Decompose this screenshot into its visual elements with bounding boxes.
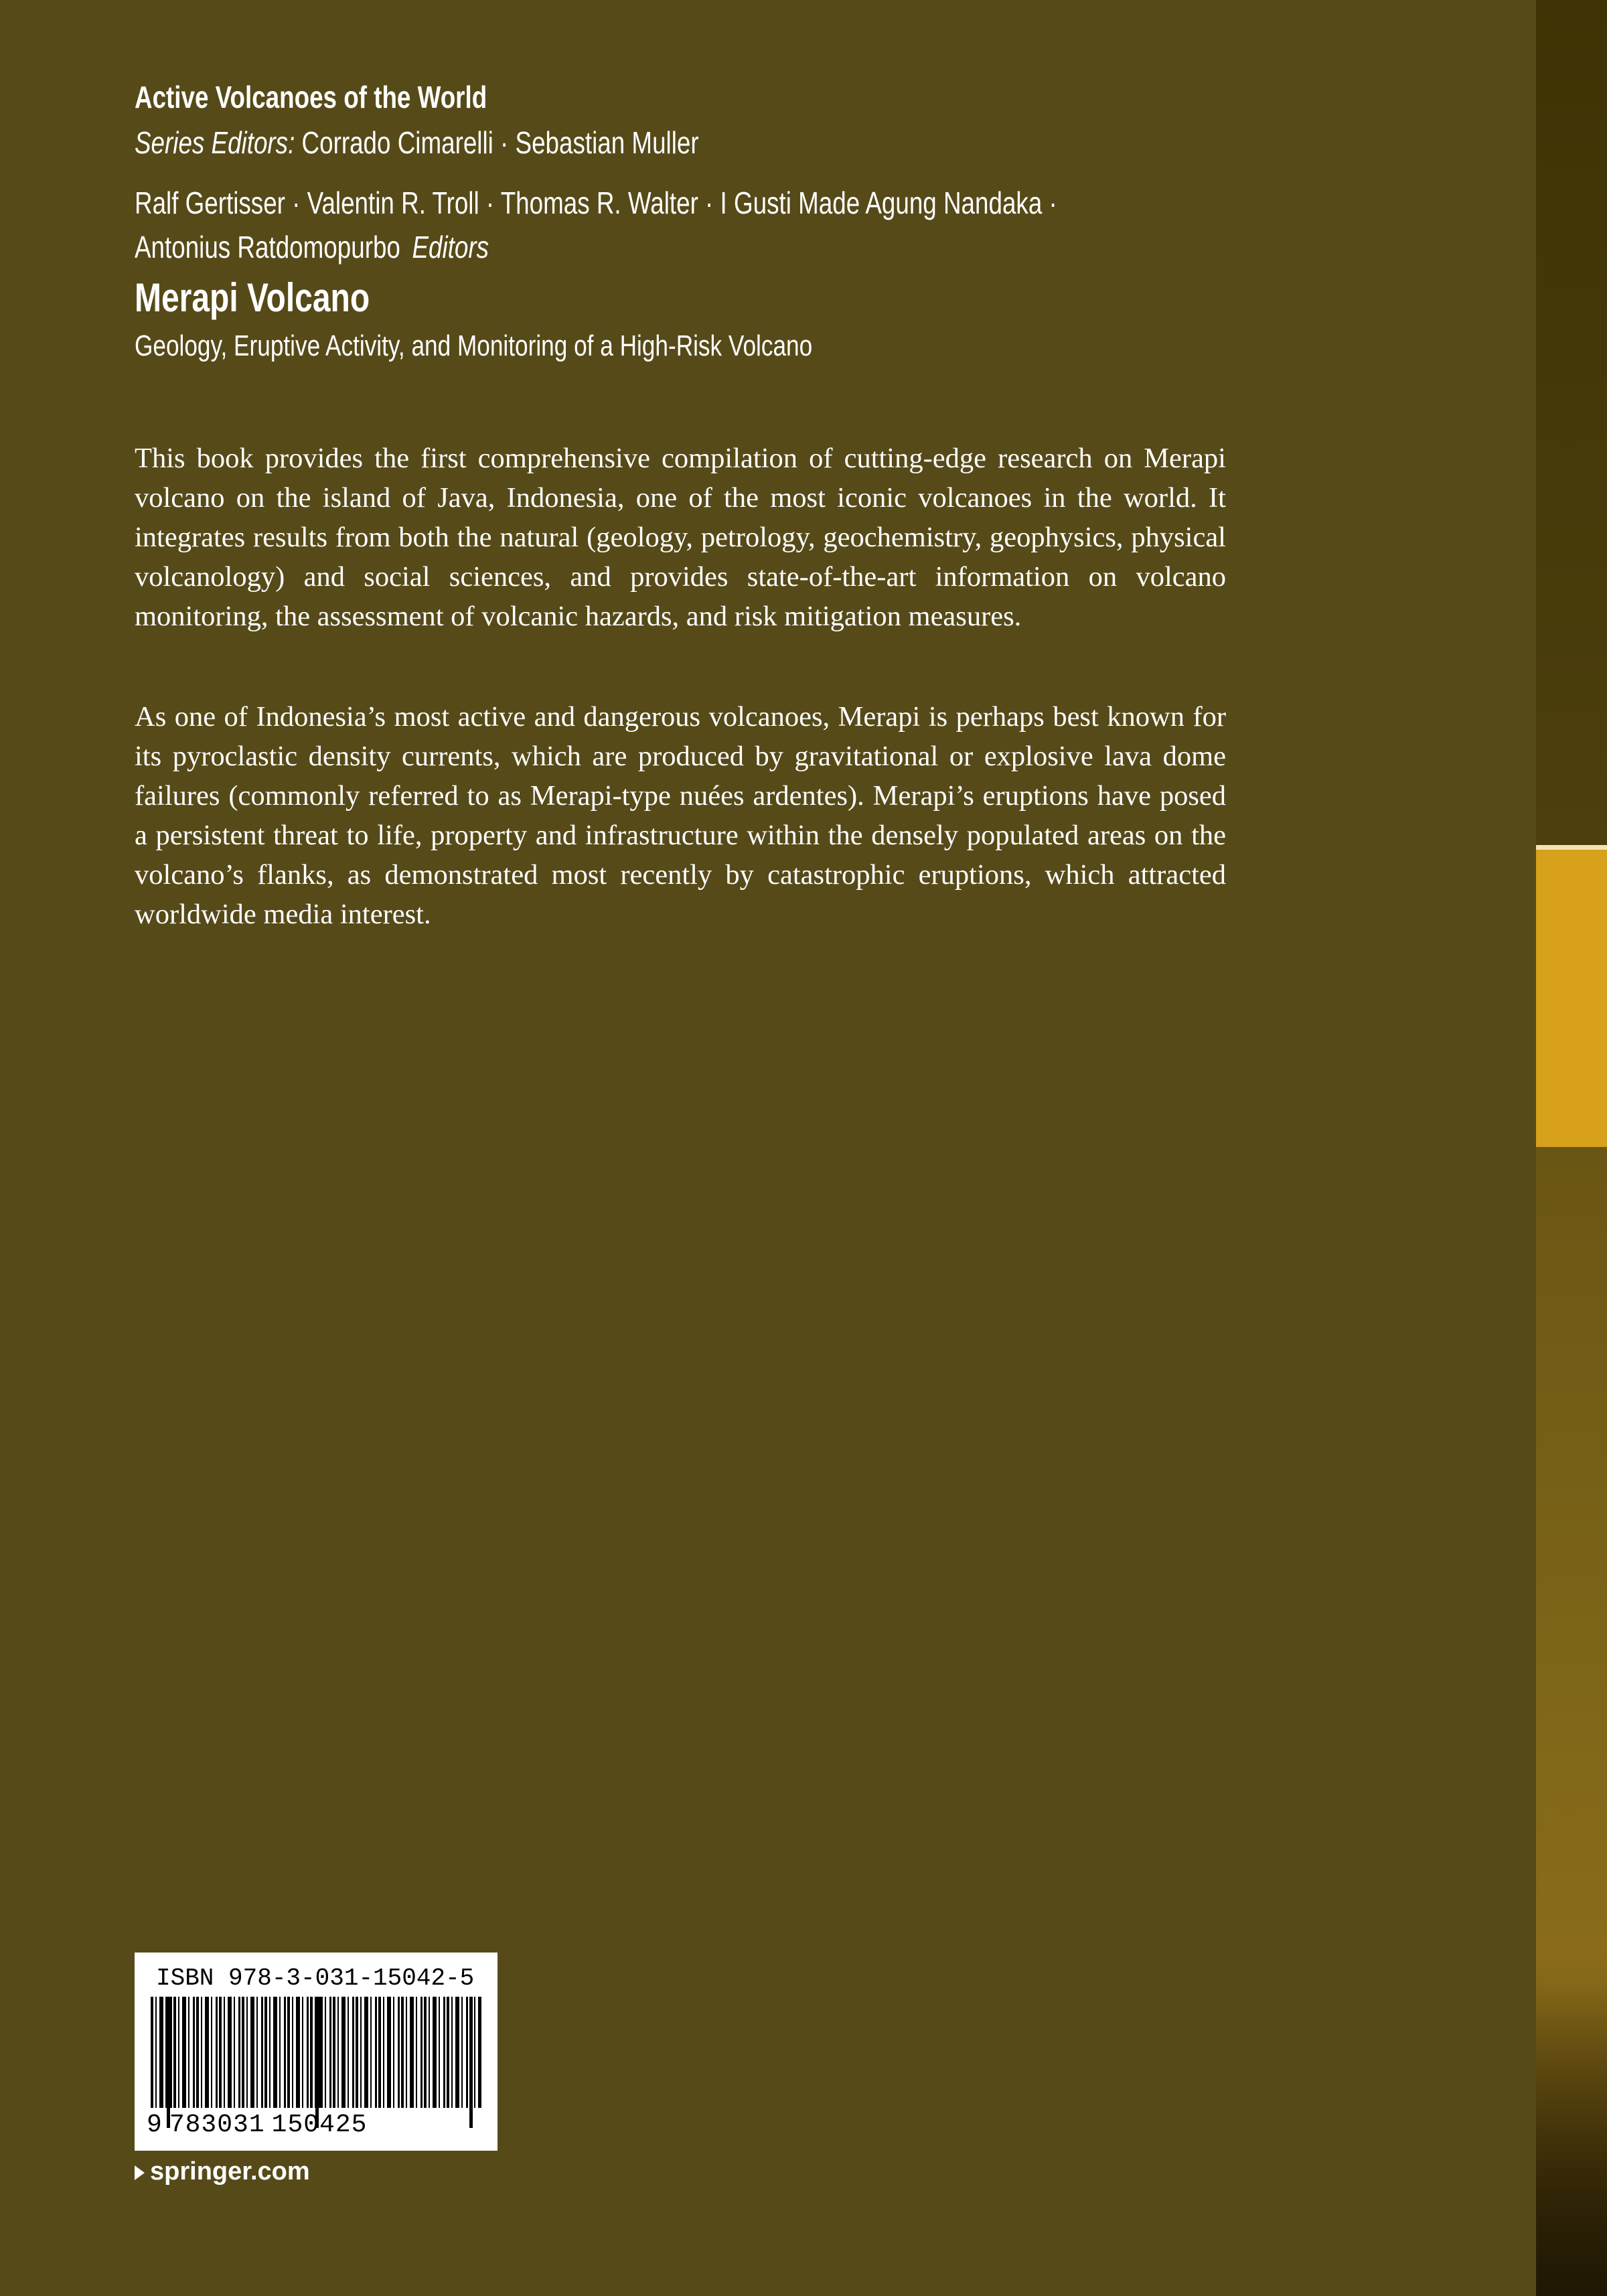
barcode-digit-group1: 783031 [169, 2111, 265, 2139]
isbn-barcode [135, 1953, 498, 2151]
series-editors-label: Series Editors: [135, 125, 295, 160]
series-editors-names: Corrado Cimarelli · Sebastian Muller [301, 125, 699, 160]
publisher-link[interactable] [135, 2157, 310, 2186]
barcode-guard-left [167, 1997, 170, 2128]
barcode-digit-first: 9 [147, 2111, 163, 2139]
volume-editors-last-name: Antonius Ratdomopurbo [135, 230, 400, 264]
arrow-right-icon [135, 2165, 145, 2180]
series-editors [135, 125, 699, 161]
spine-accent-band [1536, 850, 1607, 1147]
volume-editors-line2 [135, 229, 489, 265]
volume-editors-line1: Ralf Gertisser · Valentin R. Troll · Thomas R. Walter · I Gusti Made Agung Nandaka · [135, 185, 1057, 220]
book-subtitle: Geology, Eruptive Activity, and Monitoring of a High-Risk Volcano [135, 329, 813, 362]
spine-accent-line [1536, 845, 1607, 850]
publisher-url: springer.com [150, 2157, 310, 2186]
isbn-label: ISBN 978-3-031-15042-5 [156, 1965, 475, 1992]
barcode-guard-center [315, 1997, 319, 2128]
blurb-paragraph-2: As one of Indonesia’s most active and dangerous volcanoes, Merapi is perhaps best known for its pyroclastic density currents, which are produced by gravitational or explosive lava dome failures (commonly referred to as Merapi-type nuées ardentes). Merapi’s eruptions have posed a persistent threat to life, property and infrastructure within the densely populated areas on the volcano’s flanks, as demonstrated most recently by catastrophic eruptions, which attracted worldwide media interest. [135, 701, 1226, 930]
barcode-digit-group2: 150425 [271, 2111, 368, 2139]
barcode-guard-right [469, 1997, 473, 2128]
blurb-paragraph-1: This book provides the first comprehensive compilation of cutting-edge research on Merapi volcano on the island of Java, Indonesia, one of the most iconic volcanoes in the world. It integrates results from both the natural (geology, petrology, geochemistry, geophysics, physical volcanology) and social sciences, and provides state-of-the-art information on volcano monitoring, the assessment of volcanic hazards, and risk mitigation measures. [135, 443, 1226, 632]
book-title: Merapi Volcano [135, 275, 370, 320]
barcode-digits [147, 2111, 367, 2139]
volume-editors-label: Editors [412, 230, 489, 264]
spine-shadow [1536, 1982, 1607, 2296]
series-title: Active Volcanoes of the World [135, 80, 487, 114]
